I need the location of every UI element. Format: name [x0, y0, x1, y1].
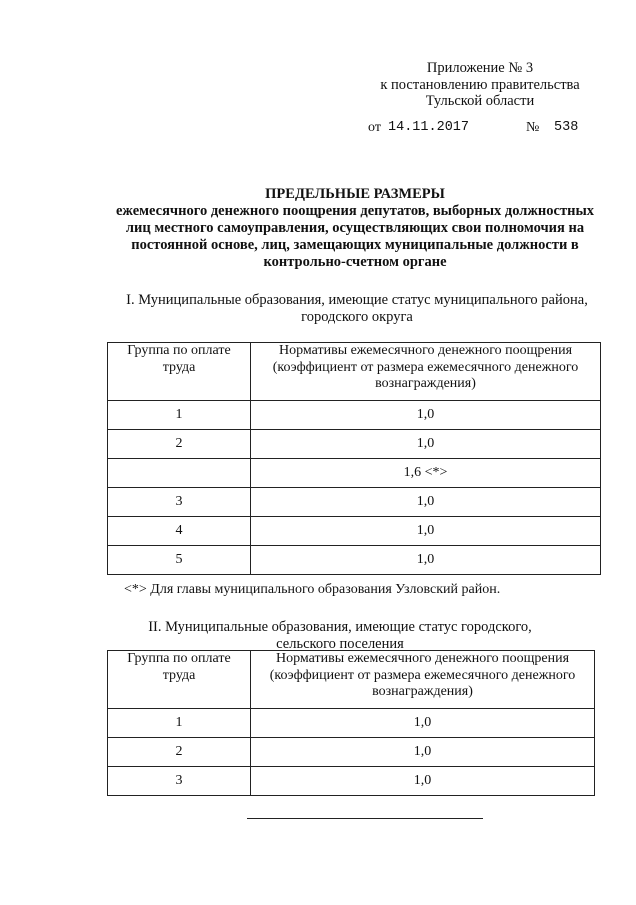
header-group-text: Группа по оплате [127, 651, 231, 666]
group-cell: 4 [108, 517, 251, 546]
value-cell: 1,0 [251, 430, 601, 459]
table-row [108, 738, 595, 767]
group-cell: 3 [108, 488, 251, 517]
group-cell: 2 [108, 738, 251, 767]
group-cell: 1 [108, 709, 251, 738]
table-row [108, 709, 595, 738]
footnote: <*> Для главы муниципального образования Узловский район. [124, 582, 501, 597]
value-cell: 1,6 <*> [251, 459, 601, 488]
title-line: контрольно-счетном органе [263, 254, 447, 270]
value-cell: 1,0 [251, 709, 595, 738]
value-cell: 1,0 [251, 401, 601, 430]
group-cell: 2 [108, 430, 251, 459]
appendix-number: Приложение № 3 [426, 60, 534, 76]
table-row [108, 401, 601, 430]
title-line: ежемесячного денежного поощрения депутатов, выборных должностных [115, 203, 595, 219]
table-row [108, 767, 595, 796]
document-title [90, 186, 620, 271]
section1-title-line: I. Муниципальные образования, имеющие статус муниципального района, [126, 292, 588, 308]
section2-title-line: II. Муниципальные образования, имеющие статус городского, [148, 619, 532, 635]
header-norm-text: вознаграждения) [372, 684, 473, 699]
group-cell: 1 [108, 401, 251, 430]
header-norm-text: (коэффициент от размера ежемесячного денежного [272, 359, 579, 375]
header-norm-cell [251, 343, 601, 401]
end-divider [247, 818, 483, 819]
table-header-row [108, 343, 601, 401]
section1-title [92, 292, 622, 325]
header-norm-cell [251, 651, 595, 709]
header-norm-text: Нормативы ежемесячного денежного поощрения [275, 651, 570, 666]
header-norm-text: вознаграждения) [375, 376, 476, 391]
header-group-cell [108, 651, 251, 709]
title-heading: ПРЕДЕЛЬНЫЕ РАЗМЕРЫ [265, 186, 445, 202]
section1-table [107, 342, 601, 575]
value-cell: 1,0 [251, 767, 595, 796]
section2-title [90, 619, 590, 652]
title-line: постоянной основе, лиц, замещающих муниципальные должности в [131, 237, 579, 253]
value-cell: 1,0 [251, 738, 595, 767]
section2-table [107, 650, 595, 796]
group-cell: 3 [108, 767, 251, 796]
header-norm-text: Нормативы ежемесячного денежного поощрения [278, 343, 573, 358]
header-group-text: труда [162, 359, 196, 375]
appendix-resolution: к постановлению правительства [380, 76, 580, 93]
header-group-text: Группа по оплате [127, 343, 231, 358]
title-line: лиц местного самоуправления, осуществляющих свои полномочия на [125, 220, 585, 236]
order-number-label: № [526, 120, 540, 135]
group-cell [108, 459, 251, 488]
group-cell: 5 [108, 546, 251, 575]
header-norm-text: (коэффициент от размера ежемесячного денежного [269, 667, 576, 683]
order-number: 538 [554, 120, 579, 135]
table-row [108, 459, 601, 488]
value-cell: 1,0 [251, 488, 601, 517]
order-date: 14.11.2017 [388, 120, 470, 135]
appendix-region: Тульской области [425, 93, 535, 109]
table-row [108, 517, 601, 546]
table-row [108, 488, 601, 517]
value-cell: 1,0 [251, 517, 601, 546]
section1-title-line: городского округа [301, 308, 413, 325]
table-header-row [108, 651, 595, 709]
appendix-header [355, 60, 605, 110]
header-group-cell [108, 343, 251, 401]
order-from-label: от [368, 120, 381, 135]
section2-title-line: сельского поселения [276, 635, 404, 652]
header-group-text: труда [162, 667, 196, 683]
table-row [108, 430, 601, 459]
table-row [108, 546, 601, 575]
value-cell: 1,0 [251, 546, 601, 575]
